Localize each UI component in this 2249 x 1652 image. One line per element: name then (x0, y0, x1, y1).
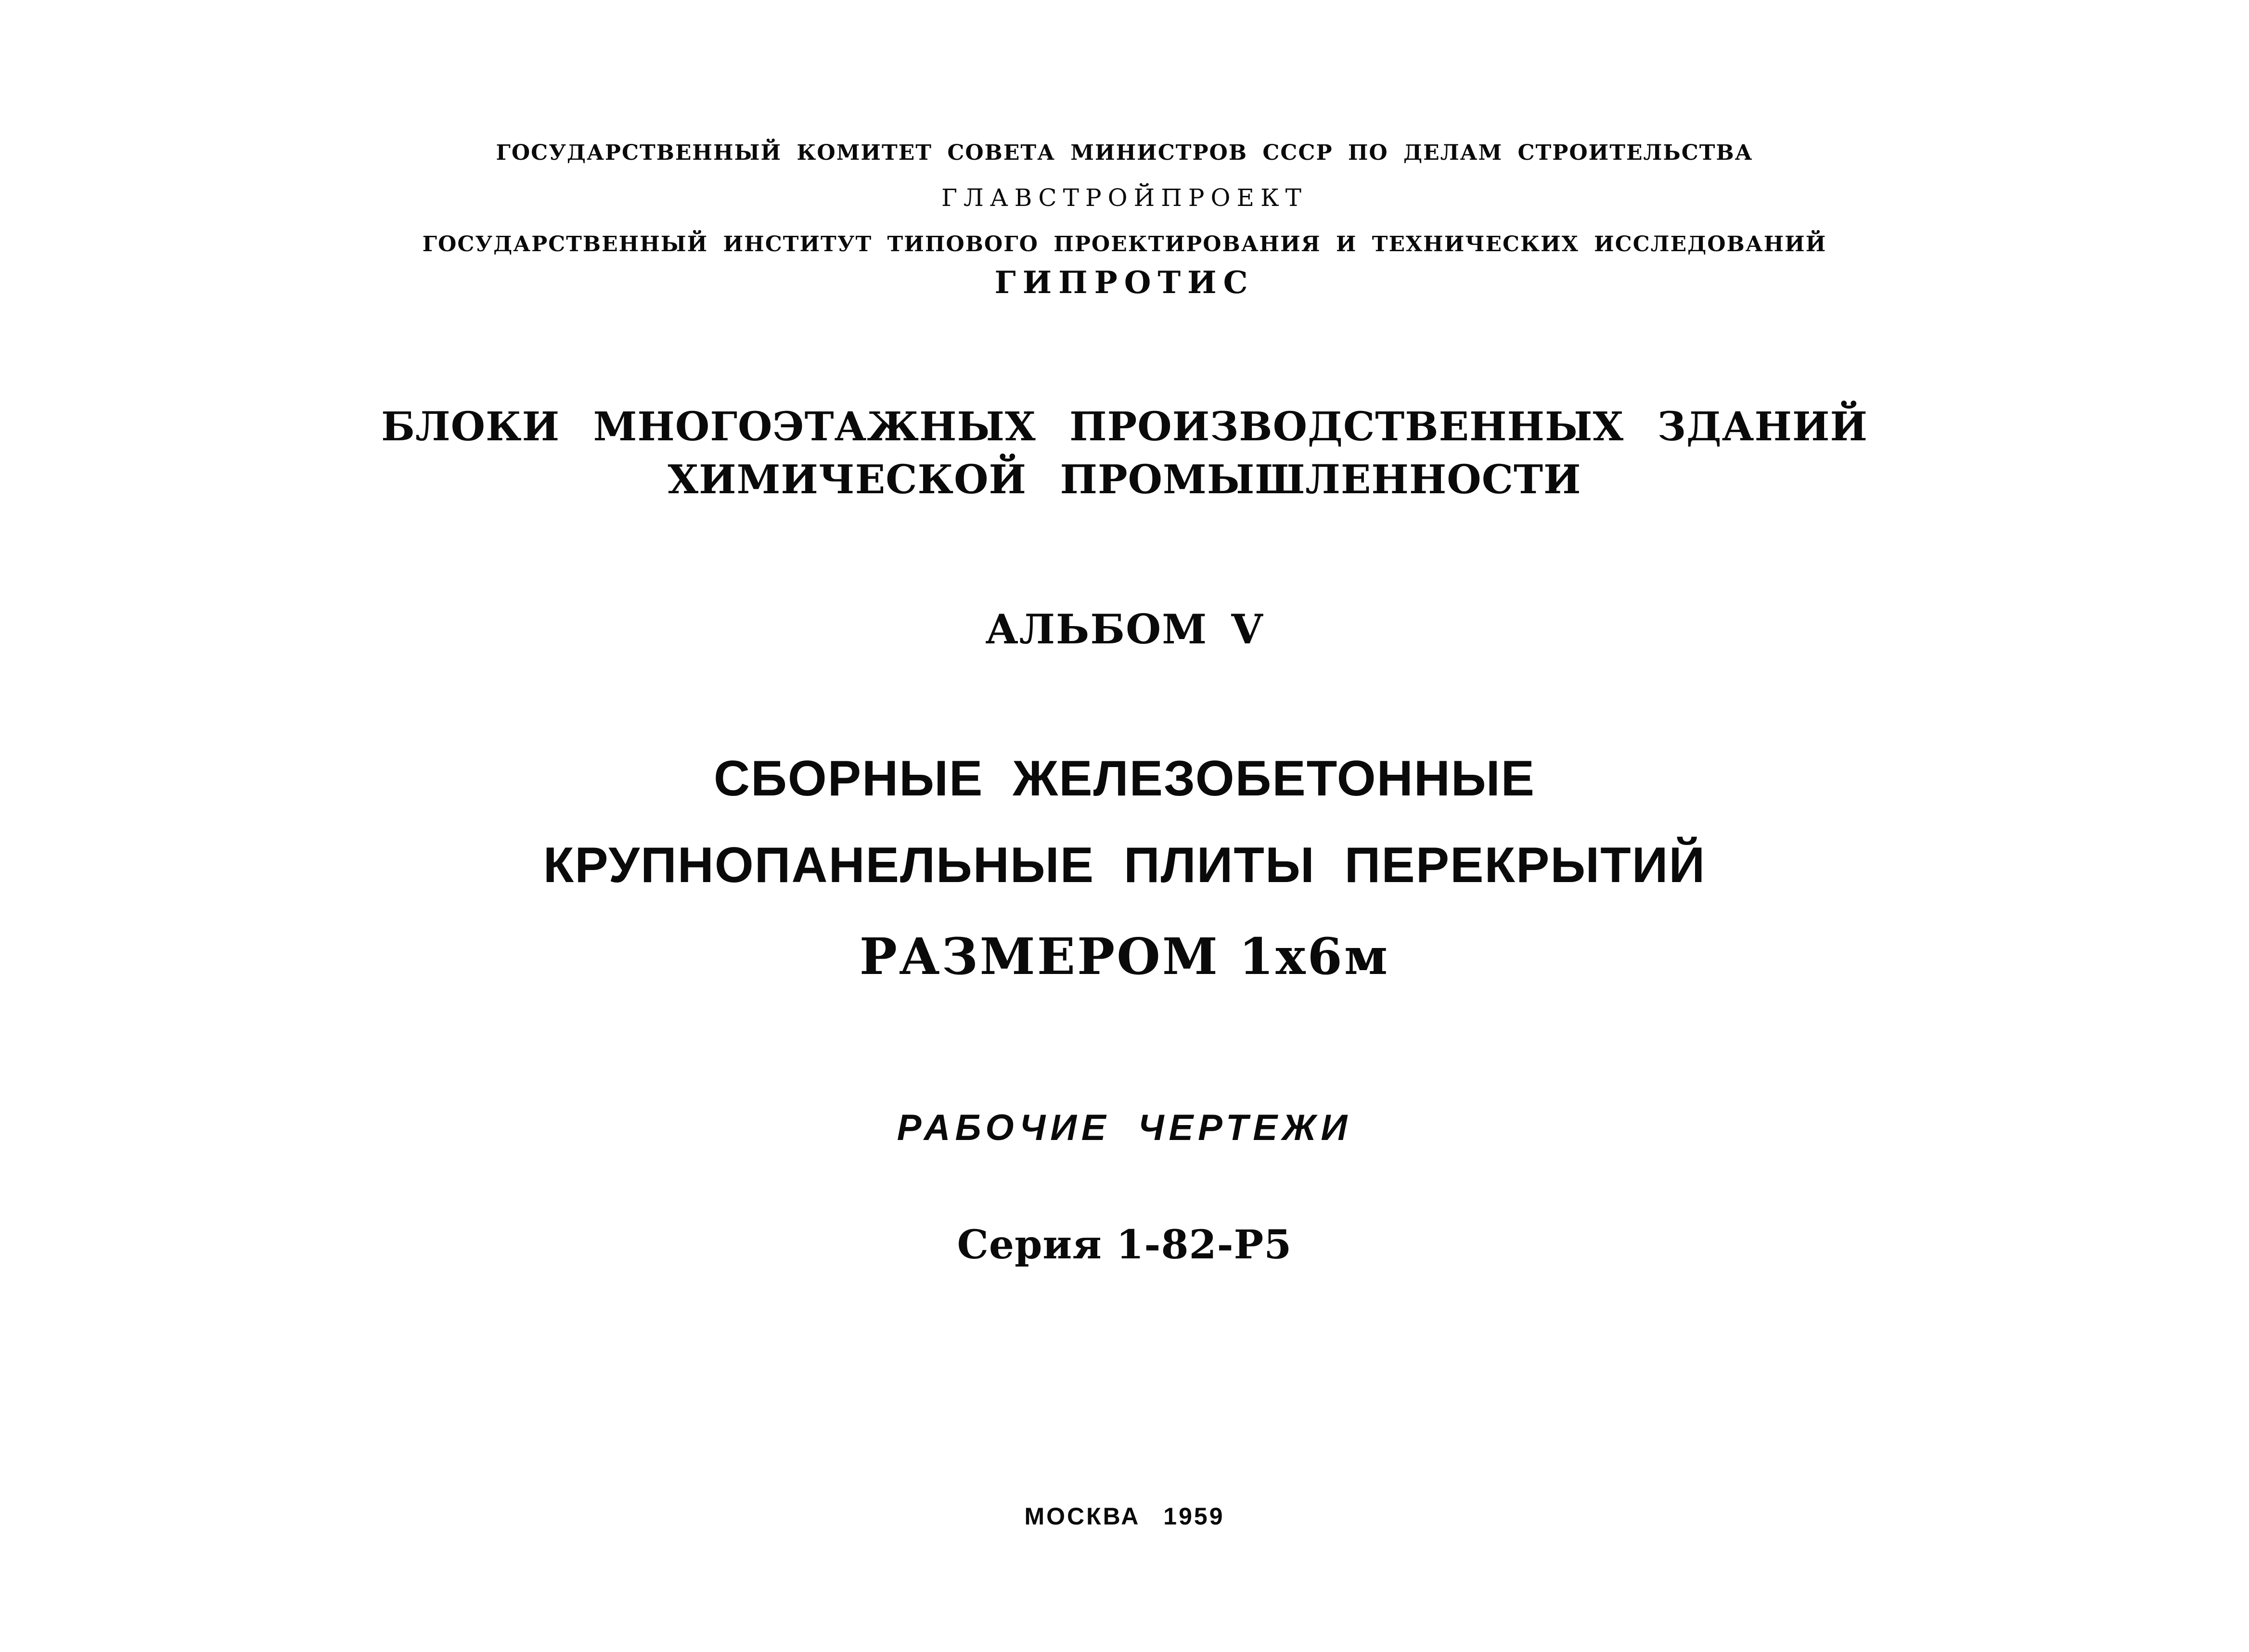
glavstroyproekt-heading: ГЛАВСТРОЙПРОЕКТ (941, 184, 1308, 212)
album-number: АЛЬБОМ V (985, 605, 1264, 653)
city-year-footer: МОСКВА 1959 (1024, 1503, 1225, 1530)
document-title-line-1: БЛОКИ МНОГОЭТАЖНЫХ ПРОИЗВОДСТВЕННЫХ ЗДАНИЙ (381, 404, 1868, 450)
subject-title-line-1: СБОРНЫЕ ЖЕЛЕЗОБЕТОННЫЕ (713, 751, 1536, 807)
subject-title-line-2: КРУПНОПАНЕЛЬНЫЕ ПЛИТЫ ПЕРЕКРЫТИЙ (543, 837, 1706, 893)
document-title-line-2: ХИМИЧЕСКОЙ ПРОМЫШЛЕННОСТИ (668, 457, 1581, 503)
committee-heading: ГОСУДАРСТВЕННЫЙ КОМИТЕТ СОВЕТА МИНИСТРОВ СССР ПО ДЕЛАМ СТРОИТЕЛЬСТВА (496, 141, 1753, 165)
institute-abbreviation: ГИПРОТИС (994, 265, 1255, 301)
working-drawings-label: РАБОЧИЕ ЧЕРТЕЖИ (897, 1107, 1352, 1148)
series-number: Серия 1-82-Р5 (957, 1222, 1292, 1268)
subject-title-line-3: РАЗМЕРОМ 1х6м (859, 927, 1390, 986)
institute-heading: ГОСУДАРСТВЕННЫЙ ИНСТИТУТ ТИПОВОГО ПРОЕКТИРОВАНИЯ И ТЕХНИЧЕСКИХ ИССЛЕДОВАНИЙ (422, 232, 1827, 256)
